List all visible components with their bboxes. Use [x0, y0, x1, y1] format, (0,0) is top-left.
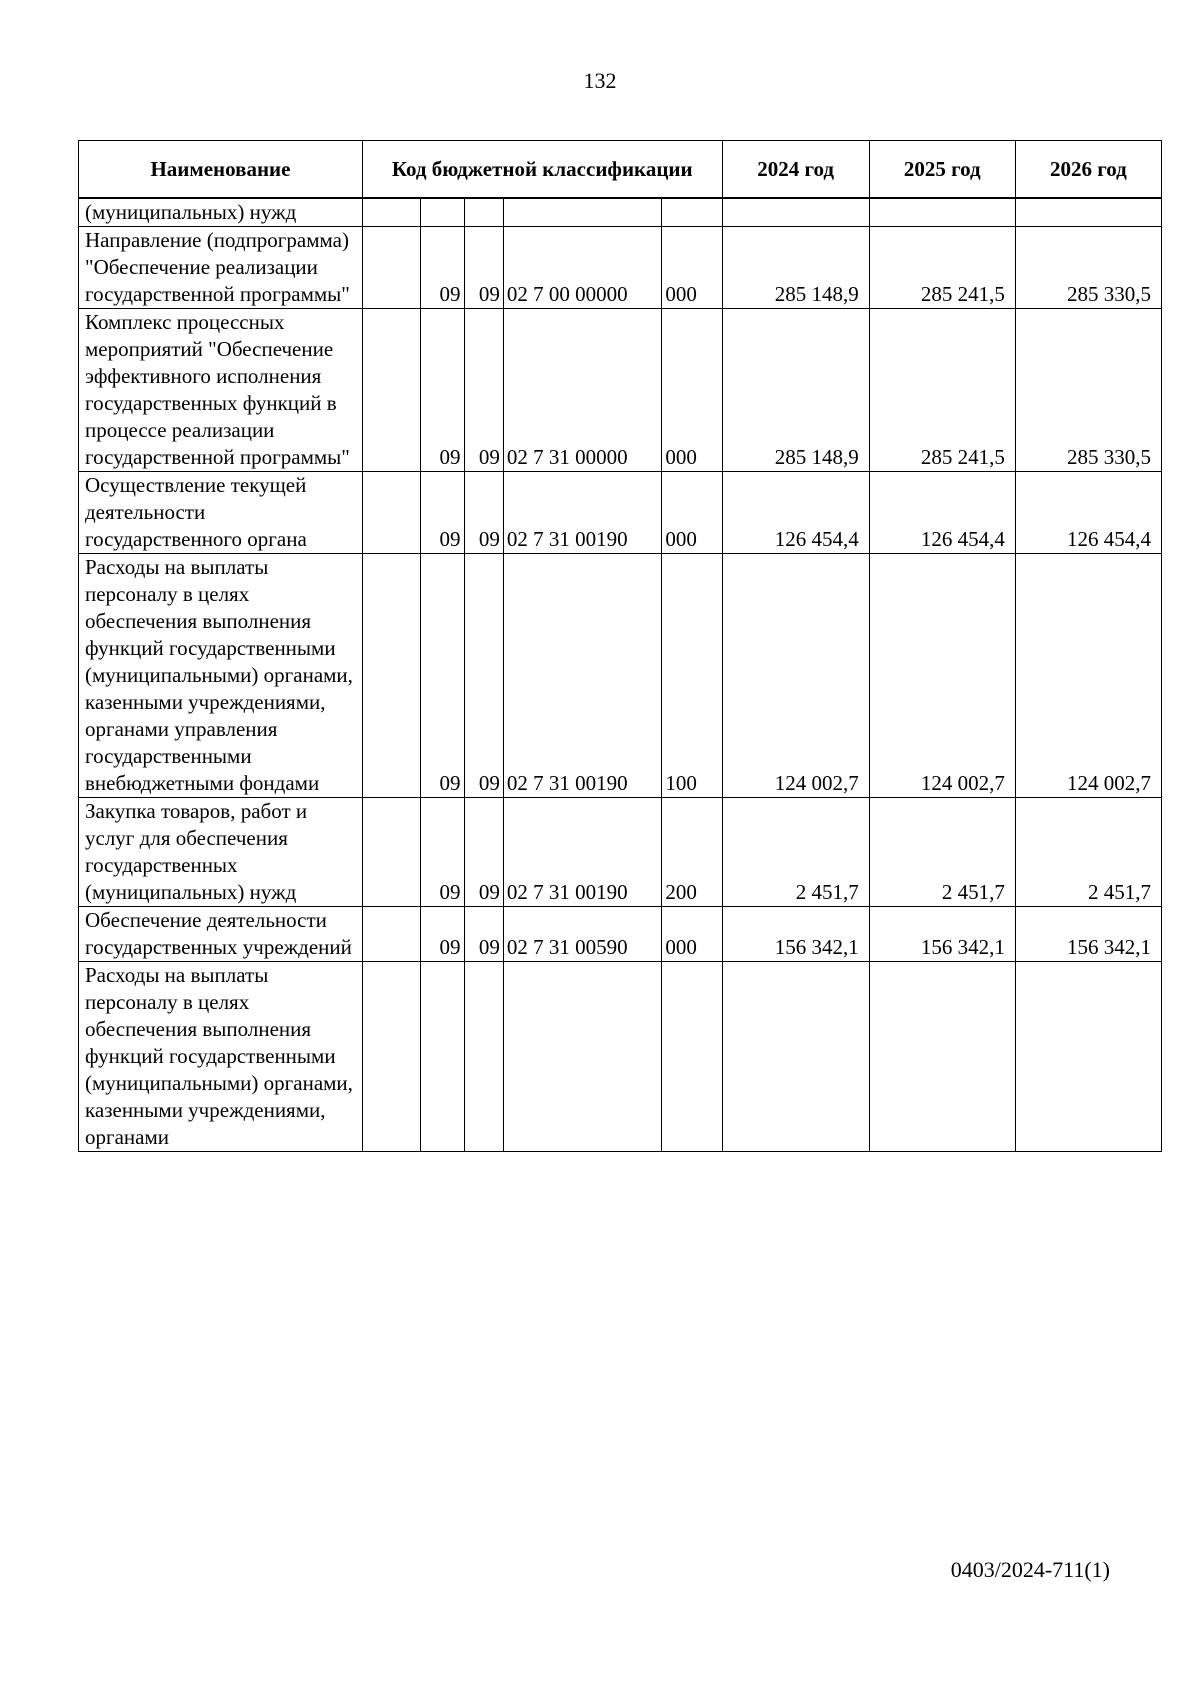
- row-value-2026: [1015, 198, 1161, 227]
- row-value-2024: [722, 962, 869, 1152]
- table-row: [79, 309, 1162, 472]
- row-name: Расходы на выплаты персоналу в целях обеспечения выполнения функций государственными (муниципальными) органами, казенными учреждениями, органами управления государственными внебюджетными фондами: [79, 554, 363, 798]
- row-code-target: 02 7 00 00000: [503, 227, 662, 309]
- row-value-2025: 126 454,4: [869, 472, 1015, 554]
- table-row: [79, 227, 1162, 309]
- row-value-2026: 156 342,1: [1015, 907, 1161, 962]
- row-code-subsection: 09: [464, 472, 503, 554]
- row-value-2025: [869, 198, 1015, 227]
- row-value-2024: [722, 198, 869, 227]
- row-code-subsection: 09: [464, 907, 503, 962]
- row-name: (муниципальных) нужд: [79, 198, 363, 227]
- row-code-section: 09: [420, 472, 464, 554]
- table-row: [79, 472, 1162, 554]
- budget-table: [78, 140, 1162, 1152]
- row-value-2025: [869, 962, 1015, 1152]
- row-name: Направление (подпрограмма) "Обеспечение реализации государственной программы": [79, 227, 363, 309]
- row-code-expense-type: 000: [662, 227, 722, 309]
- row-name: Закупка товаров, работ и услуг для обеспечения государственных (муниципальных) нужд: [79, 798, 363, 907]
- document-number: 0403/2024-711(1): [950, 1557, 1110, 1582]
- table-row: [79, 798, 1162, 907]
- header-code: Код бюджетной классификации: [362, 141, 722, 199]
- page-number: 132: [583, 68, 617, 93]
- row-value-2026: 285 330,5: [1015, 309, 1161, 472]
- row-value-2024: 124 002,7: [722, 554, 869, 798]
- header-name: Наименование: [79, 141, 363, 199]
- row-value-2024: 285 148,9: [722, 227, 869, 309]
- row-value-2026: 124 002,7: [1015, 554, 1161, 798]
- row-code-section: [420, 962, 464, 1152]
- row-value-2025: 156 342,1: [869, 907, 1015, 962]
- row-value-2024: 156 342,1: [722, 907, 869, 962]
- row-value-2026: [1015, 962, 1161, 1152]
- row-code-section: [420, 198, 464, 227]
- row-code-target: 02 7 31 00190: [503, 472, 662, 554]
- row-code-section: 09: [420, 554, 464, 798]
- row-value-2026: 2 451,7: [1015, 798, 1161, 907]
- row-code-subsection: [464, 962, 503, 1152]
- row-name: Расходы на выплаты персоналу в целях обеспечения выполнения функций государственными (муниципальными) органами, казенными учреждениями, органами: [79, 962, 363, 1152]
- row-code-subsection: 09: [464, 309, 503, 472]
- row-value-2026: 126 454,4: [1015, 472, 1161, 554]
- row-code-expense-type: [662, 962, 722, 1152]
- row-code-expense-type: 100: [662, 554, 722, 798]
- row-code-expense-type: 000: [662, 907, 722, 962]
- row-pad: [362, 962, 420, 1152]
- table-row: [79, 962, 1162, 1152]
- row-code-section: 09: [420, 907, 464, 962]
- row-name: Комплекс процессных мероприятий "Обеспечение эффективного исполнения государственных функций в процессе реализации государственной программы": [79, 309, 363, 472]
- row-pad: [362, 309, 420, 472]
- row-code-expense-type: 200: [662, 798, 722, 907]
- row-pad: [362, 198, 420, 227]
- row-code-subsection: 09: [464, 798, 503, 907]
- table-header-row: [79, 141, 1162, 199]
- row-code-expense-type: [662, 198, 722, 227]
- row-code-subsection: 09: [464, 227, 503, 309]
- row-value-2026: 285 330,5: [1015, 227, 1161, 309]
- table-row: [79, 198, 1162, 227]
- row-name: Обеспечение деятельности государственных учреждений: [79, 907, 363, 962]
- row-value-2024: 2 451,7: [722, 798, 869, 907]
- row-value-2025: 124 002,7: [869, 554, 1015, 798]
- header-2025: 2025 год: [869, 141, 1015, 199]
- row-code-target: [503, 962, 662, 1152]
- row-value-2025: 285 241,5: [869, 309, 1015, 472]
- header-2024: 2024 год: [722, 141, 869, 199]
- header-2026: 2026 год: [1015, 141, 1161, 199]
- row-code-subsection: 09: [464, 554, 503, 798]
- row-pad: [362, 798, 420, 907]
- table-row: [79, 907, 1162, 962]
- row-value-2024: 285 148,9: [722, 309, 869, 472]
- row-pad: [362, 907, 420, 962]
- row-code-target: 02 7 31 00000: [503, 309, 662, 472]
- row-code-section: 09: [420, 227, 464, 309]
- row-value-2024: 126 454,4: [722, 472, 869, 554]
- row-code-target: 02 7 31 00190: [503, 554, 662, 798]
- row-code-section: 09: [420, 798, 464, 907]
- row-code-expense-type: 000: [662, 309, 722, 472]
- row-pad: [362, 227, 420, 309]
- row-code-expense-type: 000: [662, 472, 722, 554]
- row-code-subsection: [464, 198, 503, 227]
- row-code-target: 02 7 31 00590: [503, 907, 662, 962]
- row-value-2025: 285 241,5: [869, 227, 1015, 309]
- row-value-2025: 2 451,7: [869, 798, 1015, 907]
- row-pad: [362, 472, 420, 554]
- table-row: [79, 554, 1162, 798]
- row-code-section: 09: [420, 309, 464, 472]
- row-name: Осуществление текущей деятельности государственного органа: [79, 472, 363, 554]
- row-code-target: 02 7 31 00190: [503, 798, 662, 907]
- row-pad: [362, 554, 420, 798]
- row-code-target: [503, 198, 662, 227]
